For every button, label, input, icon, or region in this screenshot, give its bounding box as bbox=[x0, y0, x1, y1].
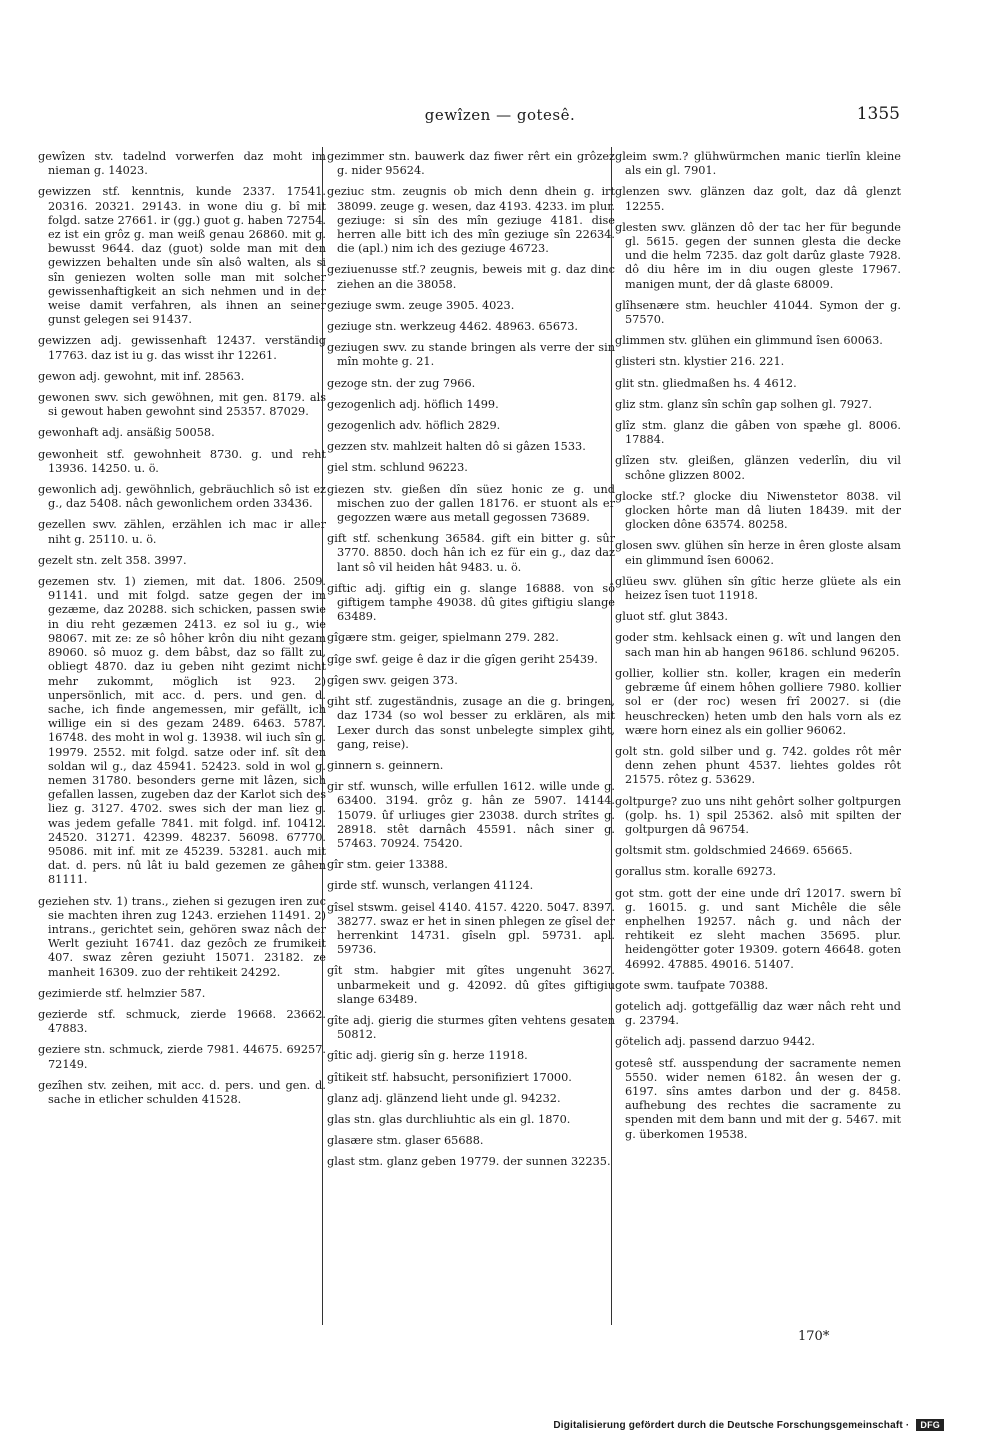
dictionary-entry: gewonhaft adj. ansäßig 50058. bbox=[38, 426, 215, 440]
footer-text: Digitalisierung gefördert durch die Deutsche Forschungsgemeinschaft · bbox=[553, 1420, 910, 1431]
dictionary-entry: gezoge stn. der zug 7966. bbox=[327, 376, 476, 390]
dictionary-column-2 bbox=[327, 150, 615, 1330]
dictionary-entry: giezen stv. gießen dîn süez honic ze g. und mischen zuo der gallen 18176. er stuont als er gegozzen wære aus metall gegossen 73689. bbox=[327, 482, 615, 525]
dictionary-entry: gîge swf. geige ê daz ir die gîgen geriht 25439. bbox=[327, 652, 598, 666]
dictionary-entry: gezierde stf. schmuck, zierde 19668. 23662. 47883. bbox=[38, 1007, 326, 1036]
dictionary-entry: gotelich adj. gottgefällig daz wær nâch reht und g. 23794. bbox=[615, 999, 901, 1028]
dictionary-entry: gîsel stswm. geisel 4140. 4157. 4220. 5047. 8397. 38277. swaz er het in sinen phlegen ze gîsel der herrenkint 14731. gîseln gpl. 59731. apl. 59736. bbox=[327, 900, 615, 957]
dictionary-entry: gezîhen stv. zeihen, mit acc. d. pers. und gen. d. sache in etlicher schulden 41528. bbox=[38, 1078, 326, 1106]
dictionary-entry: gluot stf. glut 3843. bbox=[615, 610, 728, 624]
dictionary-entry: giel stm. schlund 96223. bbox=[327, 461, 468, 475]
dictionary-entry: glüeu swv. glühen sîn gîtic herze glüete als ein heizez îsen tuot 11918. bbox=[615, 574, 901, 603]
dictionary-entry: gezimierde stf. helmzier 587. bbox=[38, 986, 206, 1000]
dictionary-entry: gezellen swv. zählen, erzählen ich mac ir aller niht g. 25110. u. ö. bbox=[38, 518, 326, 546]
dictionary-entry: gleim swm.? glühwürmchen manic tierlîn kleine als ein gl. 7901. bbox=[615, 150, 901, 178]
dictionary-entry: gezimmer stn. bauwerk daz fiwer rêrt ein grôzez g. nider 95624. bbox=[327, 150, 615, 178]
dictionary-entry: geziuenusse stf.? zeugnis, beweis mit g. daz dinc ziehen an die 38058. bbox=[327, 263, 615, 291]
footer-credit bbox=[553, 1419, 944, 1431]
dictionary-entry: golt stn. gold silber und g. 742. goldes rôt mêr denn zehen phunt 4537. liehtes goldes rôt 21575. rôtez g. 53629. bbox=[615, 744, 901, 787]
dictionary-entry: gewonheit stf. gewohnheit 8730. g. und reht 13936. 14250. u. ö. bbox=[38, 447, 326, 475]
dictionary-column-1 bbox=[38, 150, 326, 1330]
dictionary-entry: geziuge swm. zeuge 3905. 4023. bbox=[327, 298, 515, 312]
dictionary-entry: gezelt stn. zelt 358. 3997. bbox=[38, 553, 187, 567]
page-number: 1355 bbox=[856, 104, 900, 124]
dictionary-entry: gote swm. taufpate 70388. bbox=[615, 978, 769, 992]
running-head: gewîzen — gotesê. bbox=[424, 106, 576, 124]
dictionary-entry: gezogenlich adj. höflich 1499. bbox=[327, 397, 499, 411]
dictionary-entry: gewonen swv. sich gewöhnen, mit gen. 8179. als si gewout haben gewohnt sind 25357. 87029. bbox=[38, 391, 326, 419]
dictionary-entry: gewonlich adj. gewöhnlich, gebräuchlich sô ist ez g., daz 5408. nâch gewonlichem orden 33436. bbox=[38, 483, 326, 511]
dictionary-entry: gîgære stm. geiger, spielmann 279. 282. bbox=[327, 631, 559, 645]
dictionary-entry: got stm. gott der eine unde drî 12017. swern bî g. 16015. g. und sant Michêle die sêle enphelhen 19257. nâch g. und nâch der rehtikeit ez sleht machen 35695. plur. heidengötter goter 19309. gotern 46648. goten 46992. 47885. 49016. 51407. bbox=[615, 886, 901, 971]
dictionary-entry: gewîzen stv. tadelnd vorwerfen daz moht im nieman g. 14023. bbox=[38, 150, 326, 178]
dictionary-entry: geziuge stn. werkzeug 4462. 48963. 65673. bbox=[327, 320, 578, 334]
dictionary-column-3 bbox=[615, 150, 901, 1330]
dictionary-entry: geziere stn. schmuck, zierde 7981. 44675. 69257. 72149. bbox=[38, 1043, 326, 1071]
dfg-logo: DFG bbox=[916, 1419, 944, 1431]
dictionary-entry: glanz adj. glänzend lieht unde gl. 94232. bbox=[327, 1091, 561, 1105]
dictionary-entry: gezemen stv. 1) ziemen, mit dat. 1806. 2509. 91141. und mit folgd. satze gegen der im gezæme, daz 20288. sich schicken, passen swie in diu reht gezæmen 2413. ez sol iu g., wie 98067. mit ze: ze sô hôher krôn diu niht gezam 89060. sô muoz g. dem bâbst, daz so fällt zu, obliegt 4870. daz iu geben niht gezimt nicht mehr zukommt, möglich ist 923. 2) unpersönlich, mit acc. d. pers. und gen. d. sache, ich finde angemessen, mir gefällt, ich willige ein si des gezam 2489. 6463. 5787. 16748. des moht in wol g. 13938. wil iuch sîn g. 19979. 2552. mit folgd. satze oder inf. sît den soldan wil g., daz 45941. 52423. sold in wol g. nemen 31780. besonders gerne mit lâzen, sich gefallen lassen, zugeben daz der Karlot sich des liez g. 3127. 4702. swes sich der man liez g. was jedem gefalle 7841. mit folgd. inf. 10412. 24520. 31271. 42399. 48237. 56098. 67770. 95086. mit inf. mit ze 45239. 53281. auch mit dat. d. pers. nû lât iu bald gezemen ze gâhen 81111. bbox=[38, 575, 326, 887]
dictionary-entry: gîtic adj. gierig sîn g. herze 11918. bbox=[327, 1049, 528, 1063]
dictionary-entry: glosen swv. glühen sîn herze in êren gloste alsam ein glimmund îsen 60062. bbox=[615, 539, 901, 567]
dictionary-entry: gorallus stm. koralle 69273. bbox=[615, 865, 777, 879]
dictionary-entry: geziuc stm. zeugnis ob mich denn dhein g. irt 38099. zeuge g. wesen, daz 4193. 4233. im plur. geziuge: si sîn des mîn geziuge 4181. dise herren alle bitt ich des mîn geziuge sîn 22634. die (apl.) nim ich des geziuge 46723. bbox=[327, 185, 615, 256]
dictionary-entry: gewizzen stf. kenntnis, kunde 2337. 17541. 20316. 20321. 29143. in wone diu g. bî mit folgd. satze 27661. ir (gg.) guot g. haben 72754. ez ist ein grôz g. man weiß genau 26860. mit g. bewusst 9644. daz (guot) solde man mit den gewizzen behalten unde sîn alsô walten, als si sîn geniezen wolten solle man mit solcher gewissenhaftigkeit an sich nehmen und in der weise damit verfahren, als ihnen an seiner gunst gelegen sei 91437. bbox=[38, 185, 326, 327]
dictionary-entry: glesten swv. glänzen dô der tac her für begunde gl. 5615. gegen der sunnen glesta die decke und die helm 7235. daz golt darûz glaste 7928. dô diu hêre im in diu ougen gleste 17967. manigen munt, der dâ glaste 68009. bbox=[615, 220, 901, 291]
dictionary-entry: gîr stm. geier 13388. bbox=[327, 858, 448, 872]
dictionary-entry: gliz stm. glanz sîn schîn gap solhen gl. 7927. bbox=[615, 397, 872, 411]
dictionary-entry: glisteri stn. klystier 216. 221. bbox=[615, 355, 785, 369]
dictionary-entry: gollier, kollier stn. koller, kragen ein mederîn gebræme ûf einem hôhen golliere 7980. kollier sol er (der roc) wesen frî 20027. si (die heuschrecken) heten umb den hals vorn als ez wære horn einez als ein gollier 96062. bbox=[615, 666, 901, 737]
dictionary-entry: gift stf. schenkung 36584. gift ein bitter g. sûr 3770. 8850. doch hân ich ez für ein g., daz daz lant sô vil heiden hât 9483. u. ö. bbox=[327, 532, 615, 574]
dictionary-entry: giftic adj. giftig ein g. slange 16888. von sô giftigem tamphe 49038. dû gites giftigiu slange 63489. bbox=[327, 581, 615, 624]
dictionary-entry: gît stm. habgier mit gîtes ungenuht 3627. unbarmekeit und g. 42092. dû gîtes giftigiu slange 63489. bbox=[327, 964, 615, 1006]
dictionary-entry: glîz stm. glanz die gâben von spæhe gl. 8006. 17884. bbox=[615, 419, 901, 447]
dictionary-entry: gezzen stv. mahlzeit halten dô si gâzen 1533. bbox=[327, 440, 586, 454]
dictionary-entry: glenzen swv. glänzen daz golt, daz dâ glenzt 12255. bbox=[615, 185, 901, 213]
dictionary-entry: girde stf. wunsch, verlangen 41124. bbox=[327, 879, 534, 893]
dictionary-entry: geziugen swv. zu stande bringen als verre der sin mîn mohte g. 21. bbox=[327, 341, 615, 369]
signature-mark: 170* bbox=[798, 1329, 830, 1344]
dictionary-entry: glasære stm. glaser 65688. bbox=[327, 1134, 484, 1148]
dictionary-entry: glit stn. gliedmaßen hs. 4 4612. bbox=[615, 376, 797, 390]
dictionary-entry: götelich adj. passend darzuo 9442. bbox=[615, 1035, 816, 1049]
dictionary-entry: gezogenlich adv. höflich 2829. bbox=[327, 419, 501, 433]
dictionary-entry: glîhsenære stm. heuchler 41044. Symon der g. 57570. bbox=[615, 298, 901, 327]
dictionary-entry: gotesê stf. ausspendung der sacramente nemen 5550. wider nemen 6182. ân wesen der g. 6197. sîns amtes darbon und der g. 8458. aufhebung des rechtes die sacramente zu spenden mit dem bann und mit der g. 5467. mit g. überkomen 19538. bbox=[615, 1056, 901, 1141]
dictionary-entry: gîtikeit stf. habsucht, personifiziert 17000. bbox=[327, 1070, 572, 1084]
dictionary-entry: glas stn. glas durchliuhtic als ein gl. 1870. bbox=[327, 1112, 571, 1126]
dictionary-entry: gîte adj. gierig die sturmes gîten vehtens gesaten 50812. bbox=[327, 1013, 615, 1042]
dictionary-entry: goltsmit stm. goldschmied 24669. 65665. bbox=[615, 844, 853, 858]
dictionary-entry: geziehen stv. 1) trans., ziehen si gezugen iren zuc sie machten ihren zug 1243. erziehen 11491. 2) intrans., gerichtet sein, gehören swaz nâch der Werlt geziuht 16741. daz gezôch ze frumikeit 407. swaz zêren geziuht 15071. 23182. ze manheit 16309. zuo der rehtikeit 24292. bbox=[38, 894, 326, 979]
dictionary-entry: glimmen stv. glühen ein glimmund îsen 60063. bbox=[615, 334, 883, 348]
dictionary-entry: ginnern s. geinnern. bbox=[327, 758, 444, 772]
dictionary-entry: glast stm. glanz geben 19779. der sunnen 32235. bbox=[327, 1155, 611, 1169]
dictionary-entry: gir stf. wunsch, wille erfullen 1612. wille unde g. 63400. 3194. grôz g. hân ze 5907. 14144. 15079. ûf urliuges gier 23038. durch strîtes g. 28918. stêt darnâch 45591. nâch siner g. 57463. 70924. 75420. bbox=[327, 780, 615, 850]
dictionary-entry: goder stm. kehlsack einen g. wît und langen den sach man hin ab hangen 96186. schlund 96205. bbox=[615, 631, 901, 659]
dictionary-entry: glocke stf.? glocke diu Niwenstetor 8038. vil glocken hôrte man dâ liuten 18439. mit der glocken dône 63574. 80258. bbox=[615, 489, 901, 532]
dictionary-entry: gîgen swv. geigen 373. bbox=[327, 673, 458, 687]
dictionary-entry: gewizzen adj. gewissenhaft 12437. verständig 17763. daz ist iu g. das wisst ihr 12261. bbox=[38, 334, 326, 362]
dictionary-entry: glîzen stv. gleißen, glänzen vederlîn, diu vil schône glizzen 8002. bbox=[615, 454, 901, 482]
dictionary-entry: gewon adj. gewohnt, mit inf. 28563. bbox=[38, 369, 245, 383]
dictionary-entry: giht stf. zugeständnis, zusage an die g. bringen, daz 1734 (so wol besser zu erklären, als mit Lexer durch das sonst unbelegte simplex giht, gang, reise). bbox=[327, 695, 615, 751]
dictionary-entry: goltpurge? zuo uns niht gehôrt solher goltpurgen (golp. hs. 1) spil 25362. alsô mit spilten der goltpurgen dâ 96754. bbox=[615, 794, 901, 836]
